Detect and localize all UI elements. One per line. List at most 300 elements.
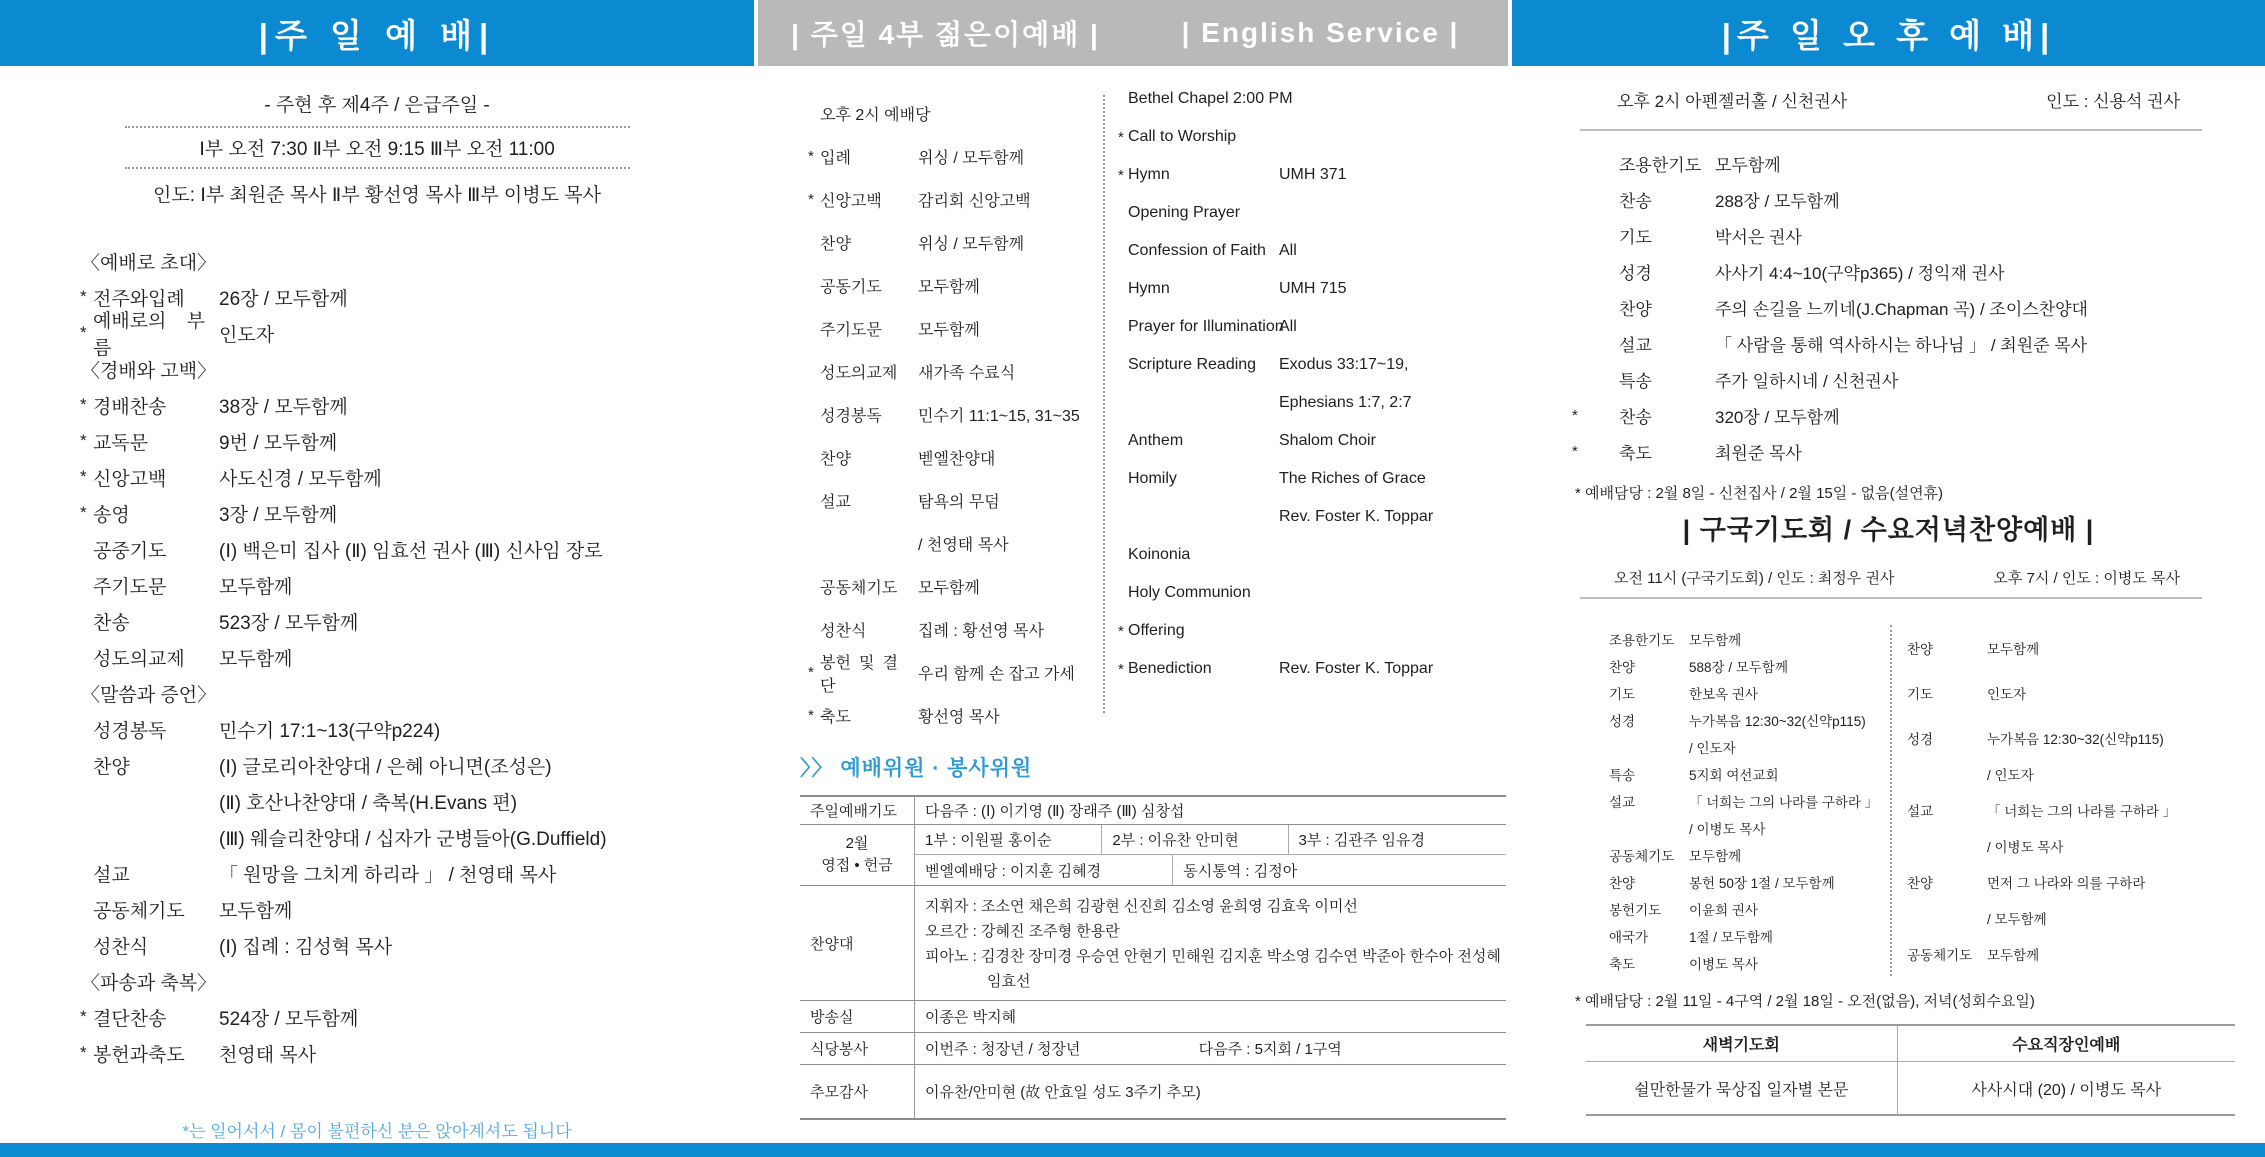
choir-pianists: 피아노 : 김경찬 장미경 우승연 안현기 민해원 김지훈 박소영 김수연 박준아 한수아 전성혜 임효선 [925, 948, 1501, 990]
order-value: 모두함께 [918, 279, 980, 296]
order-row [1907, 787, 2265, 832]
place-row [1118, 80, 1508, 118]
order-label: 성도의교제 [820, 365, 898, 382]
order-row [1907, 670, 2265, 715]
order-row [1609, 625, 1890, 652]
order-row [1118, 118, 1508, 156]
table-subrow [915, 855, 1506, 885]
order-row [808, 651, 1104, 694]
order-label: 찬양 [1907, 875, 1934, 891]
row-label: 주일예배기도 [810, 803, 897, 820]
order-label: 조용한기도 [1609, 632, 1675, 648]
order-value: 누가복음 12:30~32(신약p115) [1987, 731, 2164, 747]
committee-section [800, 752, 1506, 1120]
order-row [1118, 536, 1508, 574]
order-label: 송영 [93, 504, 130, 526]
standing-star-mark: * [80, 1007, 87, 1026]
order-row [80, 783, 754, 819]
row-label: 추모감사 [810, 1084, 868, 1101]
order-row [80, 567, 754, 603]
order-row [1907, 715, 2265, 760]
order-value: 524장 / 모두함께 [219, 1008, 359, 1030]
order-row [1118, 650, 1508, 688]
order-row [1609, 787, 1890, 814]
order-label: 공동체기도 [820, 580, 898, 597]
order-row [1118, 384, 1508, 422]
cell: 2부 : 이유찬 안미현 [1102, 825, 1288, 854]
order-value: 「 사람을 통해 역사하시는 하나님 」 / 최원준 목사 [1715, 335, 2088, 355]
order-label: 성찬식 [820, 623, 867, 640]
committee-table [800, 795, 1506, 1120]
standing-star-mark: * [80, 1043, 87, 1062]
panel-wednesday-services [1512, 508, 2265, 1011]
order-value: 벧엘찬양대 [918, 451, 996, 468]
order-row [1609, 733, 1890, 760]
order-row [1572, 289, 2265, 325]
order-row [1572, 325, 2265, 361]
order-row [808, 522, 1104, 565]
row-text: 〈말씀과 증언〉 [81, 684, 217, 706]
order-value: (Ⅰ) 집례 : 김성혁 목사 [219, 936, 393, 958]
order-row [1572, 217, 2265, 253]
order-row [1609, 679, 1890, 706]
row-label: 방송실 [810, 1009, 854, 1026]
order-label: 설교 [1619, 335, 1652, 355]
order-label: 찬양 [1609, 659, 1636, 675]
order-row [1118, 574, 1508, 612]
order-value: 인도자 [219, 324, 275, 346]
order-label: 교독문 [93, 432, 149, 454]
order-label: 성도의교제 [93, 648, 185, 670]
panel-english-service [1104, 66, 1508, 688]
order-row [80, 423, 754, 459]
order-label: Confession of Faith [1128, 242, 1266, 259]
order-label: 기도 [1907, 686, 1934, 702]
order-row [1572, 145, 2265, 181]
section-heading-row [80, 351, 754, 387]
order-value: 위싱 / 모두함께 [918, 150, 1025, 167]
panel-afternoon-worship [1512, 66, 2265, 503]
order-label: 성찬식 [93, 936, 149, 958]
order-label: 특송 [1609, 767, 1636, 783]
order-row [1118, 232, 1508, 270]
order-value: 천영태 목사 [219, 1044, 317, 1066]
order-row [1609, 760, 1890, 787]
dawn-wednesday-table [1586, 1024, 2235, 1116]
order-label: 성경봉독 [93, 720, 167, 742]
standing-star-mark: * [80, 503, 87, 522]
row-label: 식당봉사 [810, 1041, 868, 1058]
cell: 3부 : 김관주 임유경 [1298, 832, 1425, 849]
sunday-leaders: 인도: Ⅰ부 최원준 목사 Ⅱ부 황선영 목사 Ⅲ부 이병도 목사 [153, 185, 601, 206]
order-label: 찬양 [1907, 641, 1934, 657]
order-value: Rev. Foster K. Toppar [1279, 508, 1434, 525]
order-label: 찬양 [1619, 299, 1652, 319]
order-label: 경배찬송 [93, 396, 167, 418]
order-label: 신앙고백 [820, 193, 882, 210]
cell: 동시통역 : 김정아 [1183, 862, 1298, 880]
order-row [1609, 949, 1890, 976]
order-value: Rev. Foster K. Toppar [1279, 660, 1434, 677]
dawn-prayer-header: 새벽기도회 [1586, 1026, 1898, 1061]
order-row [1118, 460, 1508, 498]
order-label: 성경 [1619, 263, 1652, 283]
order-value: 모두함께 [1689, 848, 1742, 864]
order-label: 조용한기도 [1619, 155, 1702, 175]
order-row [808, 694, 1104, 737]
order-row [80, 927, 754, 963]
order-value: 새가족 수료식 [918, 365, 1016, 382]
order-value: 위싱 / 모두함께 [918, 236, 1025, 253]
order-row [80, 999, 754, 1035]
standing-star-mark: * [1572, 406, 1578, 424]
order-row [808, 264, 1104, 307]
order-value: 5지회 여선교회 [1689, 767, 1779, 783]
divider-line [1580, 129, 2202, 131]
order-label: 찬양 [820, 236, 851, 253]
order-row [1609, 922, 1890, 949]
order-value: The Riches of Grace [1279, 470, 1426, 487]
order-value: 모두함께 [1987, 947, 2040, 963]
order-value: 38장 / 모두함께 [219, 396, 348, 418]
order-value: 26장 / 모두함께 [219, 288, 348, 310]
header-middle-bar [758, 0, 1508, 66]
order-label: 찬양 [1609, 875, 1636, 891]
cell: 벧엘예배당 : 이지훈 김혜경 [915, 855, 1173, 885]
order-value: 최원준 목사 [1715, 443, 1802, 463]
header-sunday-worship [0, 0, 754, 66]
order-label: 성경 [1609, 713, 1636, 729]
order-value: 사사기 4:4~10(구약p365) / 정익재 권사 [1715, 263, 2005, 283]
order-label: 기도 [1609, 686, 1636, 702]
table-row [800, 825, 1506, 886]
divider-line [1580, 597, 2202, 599]
row-value: 이종은 박지혜 [925, 1009, 1017, 1026]
order-row [1118, 422, 1508, 460]
order-value: 집례 : 황선영 목사 [918, 623, 1044, 640]
wednesday-title: | 구국기도회 / 수요저녁찬양예배 | [1682, 515, 2095, 545]
order-value: / 모두함께 [1987, 911, 2047, 927]
row-label: 찬양대 [810, 935, 854, 953]
order-label: 전주와입례 [93, 288, 185, 310]
section-heading-row [80, 675, 754, 711]
this-week-duty: 이번주 : 청장년 / 청장년 [925, 1041, 1081, 1058]
order-label: 주기도문 [93, 576, 167, 598]
order-label: Holy Communion [1128, 584, 1251, 601]
order-value: 「 너희는 그의 나라를 구하라 」 [1689, 794, 1879, 810]
standing-star-mark: * [1118, 128, 1124, 146]
order-row [1572, 361, 2265, 397]
wed-workers-value: 사사시대 (20) / 이병도 목사 [1971, 1081, 2162, 1099]
order-value: 모두함께 [918, 322, 980, 339]
row-text: 〈파송과 축복〉 [81, 972, 217, 994]
section-heading-row [80, 243, 754, 279]
order-value: Ephesians 1:7, 2:7 [1279, 394, 1412, 411]
order-row [1907, 832, 2265, 859]
panel-sunday-worship [0, 66, 754, 1071]
header-afternoon-worship [1512, 0, 2265, 66]
order-row [1907, 760, 2265, 787]
order-value: 1절 / 모두함께 [1689, 929, 1773, 945]
order-row [808, 393, 1104, 436]
order-row [1572, 433, 2265, 469]
order-label: 공동체기도 [93, 900, 185, 922]
order-row [80, 711, 754, 747]
order-row [1907, 931, 2265, 976]
order-row [1907, 904, 2265, 931]
order-row [1907, 859, 2265, 904]
order-value: 모두함께 [1689, 632, 1742, 648]
order-label: 예배로의 부름 [93, 311, 205, 359]
english-order-list [1118, 80, 1508, 688]
afternoon-place: 오후 2시 아펜젤러홀 / 신천권사 [1617, 92, 1848, 111]
order-label: 입례 [820, 150, 851, 167]
order-value: (Ⅲ) 웨슬리찬양대 / 십자가 군병들아(G.Duffield) [219, 828, 607, 850]
youth-order-list [808, 92, 1104, 737]
order-value: / 이병도 목사 [1987, 839, 2064, 855]
order-row [1572, 181, 2265, 217]
order-value: 주의 손길을 느끼네(J.Chapman 곡) / 조이스찬양대 [1715, 299, 2088, 319]
order-label: Hymn [1128, 166, 1170, 183]
order-value: 민수기 11:1~15, 31~35 [918, 408, 1080, 425]
order-row [1609, 895, 1890, 922]
order-value: 588장 / 모두함께 [1689, 659, 1788, 675]
order-value: 탐욕의 무덤 [918, 494, 1000, 511]
order-value: / 인도자 [1987, 767, 2034, 783]
header-sunday-title: |주 일 예 배| [258, 16, 496, 54]
order-value: 인도자 [1987, 686, 2027, 702]
row-text: Bethel Chapel 2:00 PM [1128, 90, 1293, 107]
order-label: Offering [1128, 622, 1185, 639]
order-label: Prayer for Illumination [1128, 318, 1284, 335]
order-row [1118, 346, 1508, 384]
order-label: Hymn [1128, 280, 1170, 297]
order-label: 신앙고백 [93, 468, 167, 490]
order-row [1572, 253, 2265, 289]
order-label: 축도 [1609, 956, 1636, 972]
order-row [1609, 868, 1890, 895]
order-value: Shalom Choir [1279, 432, 1376, 449]
order-value: 9번 / 모두함께 [219, 432, 338, 454]
standing-star-mark: * [808, 664, 814, 681]
order-value: 「 원망을 그치게 하리라 」 / 천영태 목사 [219, 864, 557, 886]
order-value: 황선영 목사 [918, 709, 1000, 726]
order-row [808, 135, 1104, 178]
standing-star-mark: * [808, 191, 814, 208]
order-row [1118, 156, 1508, 194]
order-value: 모두함께 [219, 900, 293, 922]
order-value: 박서은 권사 [1715, 227, 1802, 247]
order-label: 찬양 [820, 451, 851, 468]
order-row [1609, 652, 1890, 679]
order-row [80, 1035, 754, 1071]
order-value: / 인도자 [1689, 740, 1736, 756]
wednesday-morning-order-list [1512, 625, 1890, 976]
standing-star-mark: * [80, 431, 87, 450]
standing-star-mark: * [80, 287, 87, 306]
section-heading-row [80, 963, 754, 999]
choir-conductors: 지휘자 : 조소연 채은희 김광현 신진희 김소영 윤희영 김효욱 이미선 [925, 898, 1358, 915]
place-row [808, 92, 1104, 135]
row-value: 다음주 : (Ⅰ) 이기영 (Ⅱ) 장래주 (Ⅲ) 심창섭 [925, 803, 1185, 820]
order-row [80, 459, 754, 495]
order-label: 성경봉독 [820, 408, 882, 425]
order-row [808, 307, 1104, 350]
standing-star-mark: * [1118, 660, 1124, 678]
order-value: 한보옥 권사 [1689, 686, 1758, 702]
order-row [80, 311, 754, 359]
order-label: 결단찬송 [93, 1008, 167, 1030]
order-value: 320장 / 모두함께 [1715, 407, 1840, 427]
cell: 1부 : 이원필 홍이순 [915, 825, 1102, 854]
next-week-duty: 다음주 : 5지회 / 1구역 [1198, 1041, 1342, 1058]
order-row [1118, 498, 1508, 536]
dawn-prayer-value: 쉴만한물가 묵상집 일자별 본문 [1586, 1062, 1898, 1114]
order-label: 설교 [1907, 803, 1934, 819]
wednesday-evening-order-list [1890, 625, 2265, 976]
order-label: 봉헌기도 [1609, 902, 1662, 918]
order-value: / 천영태 목사 [918, 537, 1009, 554]
order-value: 「 너희는 그의 나라를 구하라 」 [1987, 803, 2177, 819]
order-value: (Ⅰ) 글로리아찬양대 / 은혜 아니면(조성은) [219, 756, 552, 778]
order-label: 찬송 [1619, 407, 1652, 427]
row-label-month: 2월 [845, 835, 869, 852]
order-label: 공동기도 [820, 279, 882, 296]
afternoon-leader: 인도 : 신용석 권사 [2046, 92, 2180, 111]
order-row [80, 387, 754, 423]
order-value: 감리회 신앙고백 [918, 193, 1031, 210]
order-label: 주기도문 [820, 322, 882, 339]
wednesday-morning-header: 오전 11시 (구국기도회) / 인도 : 최정우 권사 [1614, 570, 1895, 587]
standing-star-mark: * [1118, 622, 1124, 640]
order-row [1572, 397, 2265, 433]
order-label: 봉헌 및 결단 [820, 654, 898, 695]
order-value: 288장 / 모두함께 [1715, 191, 1840, 211]
order-label: Scripture Reading [1128, 356, 1257, 373]
order-row [80, 819, 754, 855]
order-row [808, 221, 1104, 264]
afternoon-order-list [1572, 145, 2265, 469]
order-row [1118, 270, 1508, 308]
afternoon-footnote: * 예배담당 : 2월 8일 - 신천집사 / 2월 15일 - 없음(설연휴) [1575, 485, 1944, 502]
order-row [808, 178, 1104, 221]
order-value: UMH 371 [1279, 166, 1347, 183]
order-value: 이윤희 권사 [1689, 902, 1758, 918]
standing-star-mark: * [808, 148, 814, 165]
order-value: 주가 일하시네 / 신천권사 [1715, 371, 1899, 391]
order-label: 공동체기도 [1609, 848, 1675, 864]
order-label: Call to Worship [1128, 128, 1237, 145]
order-value: 우리 함께 손 잡고 가세 [918, 666, 1075, 683]
sunday-subtitle: - 주현 후 제4주 / 은급주일 - [264, 95, 490, 116]
table-row [800, 886, 1506, 1001]
order-row [80, 531, 754, 567]
order-row [808, 565, 1104, 608]
order-label: 특송 [1619, 371, 1652, 391]
row-text: 〈예배로 초대〉 [81, 252, 217, 274]
order-value: 523장 / 모두함께 [219, 612, 359, 634]
order-value: (Ⅱ) 호산나찬양대 / 축복(H.Evans 편) [219, 792, 518, 814]
table-row [800, 1033, 1506, 1065]
row-text: 〈경배와 고백〉 [81, 360, 217, 382]
order-label: 설교 [1609, 794, 1636, 810]
header-afternoon-title: |주 일 오 후 예 배| [1721, 16, 2056, 54]
order-row [80, 603, 754, 639]
order-value: 누가복음 12:30~32(신약p115) [1689, 713, 1866, 729]
wednesday-evening-header: 오후 7시 / 인도 : 이병도 목사 [1993, 570, 2180, 587]
panel-youth-service [758, 66, 1104, 737]
order-value: 모두함께 [1987, 641, 2040, 657]
wed-workers-header: 수요직장인예배 [2012, 1037, 2121, 1054]
order-row [1907, 625, 2265, 670]
standing-star-mark: * [1118, 166, 1124, 184]
order-row [80, 747, 754, 783]
order-row [808, 350, 1104, 393]
order-label: 축도 [1619, 443, 1652, 463]
sunday-order-list [80, 243, 754, 1071]
choir-organists: 오르간 : 강혜진 조주형 한용란 [925, 923, 1120, 940]
order-value: UMH 715 [1279, 280, 1347, 297]
order-row [1118, 308, 1508, 346]
order-label: 축도 [820, 709, 851, 726]
order-value: 이병도 목사 [1689, 956, 1758, 972]
order-label: 봉헌과축도 [93, 1044, 185, 1066]
order-row [80, 639, 754, 675]
order-label: Benediction [1128, 660, 1212, 677]
table-row [800, 1065, 1506, 1118]
order-label: 성경 [1907, 731, 1934, 747]
order-label: 애국가 [1609, 929, 1649, 945]
standing-star-mark: * [80, 395, 87, 414]
order-label: 설교 [820, 494, 851, 511]
order-value: 민수기 17:1~13(구약p224) [219, 720, 441, 742]
order-value: 모두함께 [219, 648, 293, 670]
order-label: 찬양 [93, 756, 130, 778]
standing-star-mark: * [80, 467, 87, 486]
row-label-greeting: 영접 • 헌금 [821, 857, 893, 874]
standing-star-mark: * [80, 323, 87, 342]
committee-title: 〉〉 예배위원 · 봉사위원 [800, 757, 1033, 780]
order-value: 모두함께 [918, 580, 980, 597]
order-row [808, 436, 1104, 479]
table-subrow [915, 825, 1506, 855]
order-label: 공중기도 [93, 540, 167, 562]
order-value: 모두함께 [219, 576, 293, 598]
header-english-title: | English Service | [1181, 17, 1460, 48]
order-value: All [1279, 242, 1297, 259]
order-row [80, 891, 754, 927]
header-youth-title: | 주일 4부 젊은이예배 | [791, 19, 1100, 50]
footer-accent-bar [0, 1143, 2265, 1157]
order-label: Homily [1128, 470, 1177, 487]
order-label: 공동체기도 [1907, 947, 1973, 963]
order-label: 설교 [93, 864, 130, 886]
order-label: Anthem [1128, 432, 1184, 449]
order-value: All [1279, 318, 1297, 335]
order-label: 찬송 [93, 612, 130, 634]
row-text: 오후 2시 예배당 [820, 107, 931, 124]
order-value: 3장 / 모두함께 [219, 504, 338, 526]
standing-star-mark: * [808, 707, 814, 724]
order-row [808, 608, 1104, 651]
order-value: 모두함께 [1715, 155, 1781, 175]
wednesday-footnote: * 예배담당 : 2월 11일 - 4구역 / 2월 18일 - 오전(없음), 저녁(성회수요일) [1575, 993, 2035, 1010]
order-row [1118, 612, 1508, 650]
order-value: Exodus 33:17~19, [1279, 356, 1409, 373]
order-row [1609, 841, 1890, 868]
order-row [1609, 706, 1890, 733]
order-row [80, 495, 754, 531]
